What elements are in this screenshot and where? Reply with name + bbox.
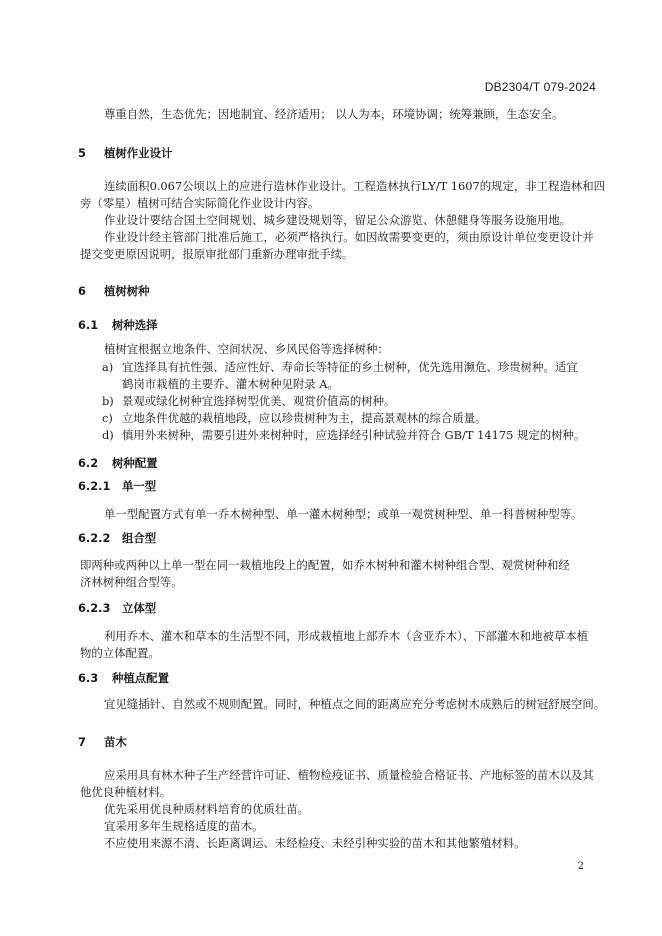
section-number: 5 [78, 146, 86, 160]
list-text: 立地条件优越的栽植地段，应以珍贵树种为主，提高景观林的综合质量。 [122, 411, 487, 425]
list-marker: d) [102, 428, 114, 442]
section-6-2-3-heading [78, 601, 156, 615]
paragraph-line: 利用乔木、灌木和草本的生活型不同，形成栽植地上部乔木（含亚乔木）、下部灌木和地被草本植 [104, 629, 589, 643]
paragraph-line: 济林树种组合型等。 [80, 575, 183, 589]
section-6-2-heading [78, 456, 158, 470]
section-title: 单一型 [122, 479, 157, 493]
paragraph-line: 宜采用多年生规格适度的苗木。 [104, 819, 264, 833]
paragraph-line: 宜见缝插针、自然或不规则配置。同时，种植点之间的距离应充分考虑树木成熟后的树冠舒展空间。 [104, 697, 606, 711]
paragraph-line: 旁（零星）植树可结合实际简化作业设计内容。 [80, 196, 320, 210]
section-7-heading [78, 735, 127, 749]
section-title: 苗木 [104, 735, 127, 749]
section-number: 6.2.1 [78, 479, 111, 493]
paragraph-line: 作业设计要结合国土空间规划、城乡建设规划等，留足公众游览、休憩健身等服务设施用地。 [104, 213, 572, 227]
section-5-heading [78, 146, 172, 160]
section-6-2-1-heading [78, 479, 156, 493]
list-text: 宜选择具有抗性强、适应性好、寿命长等特征的乡土树种，优先选用濒危、珍贵树种。适宜 [122, 360, 578, 374]
section-title: 组合型 [122, 531, 157, 545]
list-marker: a) [102, 360, 114, 374]
section-6-3-heading [78, 671, 169, 685]
paragraph-line: 不应使用来源不清、长距离调运、未经检疫、未经引种实验的苗木和其他繁殖材料。 [104, 836, 526, 850]
section-number: 7 [78, 735, 86, 749]
section-6-2-2-heading [78, 531, 156, 545]
list-marker: b) [102, 394, 114, 408]
paragraph-line: 植树宜根据立地条件、空间状况、乡风民俗等选择树种： [104, 342, 389, 356]
list-item [102, 428, 585, 442]
list-item [102, 394, 395, 408]
principles-line: 尊重自然，生态优先；因地制宜、经济适用； 以人为本，环境协调；统筹兼顾，生态安全。 [104, 107, 564, 121]
paragraph-line: 他优良种植材料。 [80, 785, 172, 799]
paragraph-line: 单一型配置方式有单一乔木树种型、单一灌木树种型；或单一观赏树种型、单一科普树种型等。 [104, 507, 583, 521]
section-number: 6.3 [78, 671, 99, 685]
paragraph-line: 即两种或两种以上单一型在同一栽植地段上的配置，如乔木树种和灌木树种组合型、观赏树种和经 [80, 558, 570, 572]
list-text: 慎用外来树种，需要引进外来树种时，应选择经引种试验并符合 GB/T 14175 规定的树种。 [122, 428, 586, 442]
section-title: 植树树种 [104, 284, 150, 298]
section-number: 6.2.3 [78, 601, 111, 615]
section-number: 6.1 [78, 318, 99, 332]
paragraph-line: 应采用具有林木种子生产经营许可证、植物检疫证书、质量检验合格证书、产地标签的苗木以及其 [104, 768, 594, 782]
section-number: 6.2.2 [78, 531, 111, 545]
section-title: 种植点配置 [112, 671, 169, 685]
list-text: 景观或绿化树种宜选择树型优美、观赏价值高的树种。 [122, 394, 396, 408]
document-code-header: DB2304/T 079-2024 [484, 80, 596, 94]
paragraph-line: 连续面积0.067公顷以上的应进行造林作业设计。工程造林执行LY/T 1607的规定，非工程造林和四 [104, 179, 606, 193]
section-number: 6 [78, 284, 86, 298]
paragraph-line: 作业设计经主管部门批准后施工，必须严格执行。如因故需要变更的，须由原设计单位变更设计并 [104, 230, 594, 244]
section-6-heading [78, 284, 150, 298]
section-number: 6.2 [78, 456, 99, 470]
paragraph-line: 物的立体配置。 [80, 646, 160, 660]
list-item [102, 360, 578, 374]
section-6-1-heading [78, 318, 158, 332]
page-number: 2 [577, 861, 584, 872]
section-title: 立体型 [122, 601, 157, 615]
paragraph-line: 优先采用优良种质材料培育的优质壮苗。 [104, 802, 310, 816]
list-item [102, 411, 487, 425]
section-title: 树种选择 [112, 318, 158, 332]
list-marker: c) [102, 411, 113, 425]
section-title: 植树作业设计 [104, 146, 173, 160]
paragraph-line: 提交变更原因说明，报原审批部门重新办理审批手续。 [80, 247, 354, 261]
section-title: 树种配置 [112, 456, 158, 470]
list-item-continuation: 鹤岗市栽植的主要乔、灌木树种见附录 A。 [122, 377, 339, 391]
